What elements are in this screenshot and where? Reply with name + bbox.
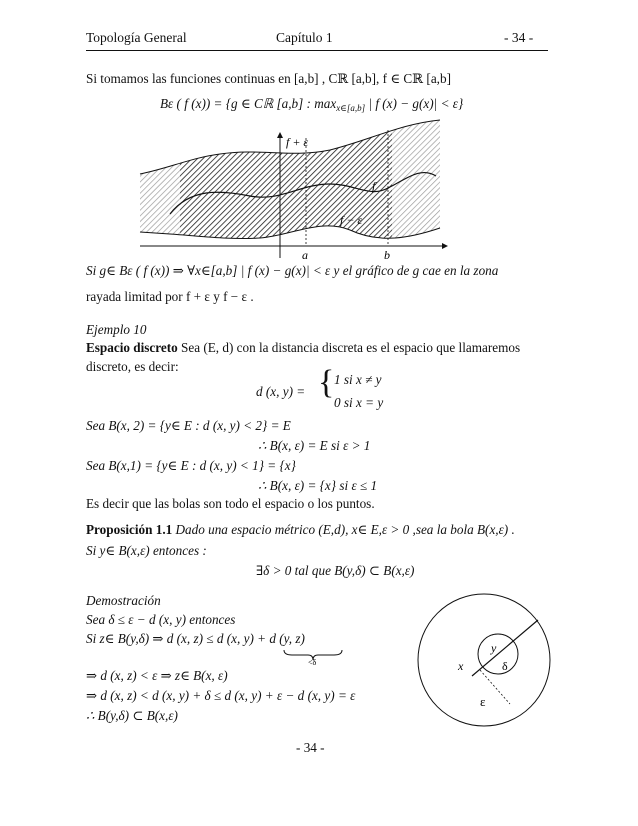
delta-label: δ [502, 659, 508, 673]
proposition-text: Dado una espacio métrico (E,d), x∈ E,ε > 0 ,sea la bola B(x,ε) . [175, 522, 515, 537]
header-chapter: Capítulo 1 [276, 30, 333, 45]
discrete-distance-lhs: d (x, y) = [256, 384, 306, 399]
case-one: 1 si x ≠ y [334, 372, 382, 387]
example-line1-rest: Sea (E, d) con la distancia discreta es el espacio que llamaremos [181, 340, 521, 355]
x-label: x [458, 659, 464, 673]
lower-label: f − ε [340, 213, 363, 227]
ball-radius-two: Sea B(x, 2) = {y∈ E : d (x, y) < 2} = E [86, 418, 291, 433]
example-heading-line [86, 340, 520, 356]
example-summary: Es decir que las bolas son todo el espacio o los puntos. [86, 496, 375, 511]
ball-inclusion-figure [414, 590, 554, 730]
proposition-line2: Si y∈ B(x,ε) entonces : [86, 543, 207, 558]
y-axis-arrow [277, 132, 283, 138]
ball-radius-one: Sea B(x,1) = {y∈ E : d (x, y) < 1} = {x} [86, 458, 296, 473]
ball-radius-two-conclusion: ∴ B(x, ε) = E si ε > 1 [258, 438, 371, 453]
proof-line5: ∴ B(y,δ) ⊂ B(x,ε) [86, 708, 178, 723]
tick-b-label: b [384, 248, 390, 260]
example-title: Ejemplo 10 [86, 322, 147, 337]
header-title: Topología General [86, 30, 187, 45]
y-label: y [491, 641, 497, 655]
header-rule [86, 50, 548, 51]
x-axis-arrow [442, 243, 448, 249]
proposition-line1 [86, 522, 515, 538]
header-page: - 34 - [504, 30, 534, 45]
ball-definition-lhs: Bε ( f (x)) = {g ∈ Cℝ [a,b] : max [160, 96, 337, 111]
proof-line4: ⇒ d (x, z) < d (x, y) + δ ≤ d (x, y) + ε − d (x, y) = ε [86, 688, 356, 703]
underbrace-note: <δ [308, 658, 317, 666]
cases-brace: { [318, 364, 335, 401]
proposition-statement: ∃δ > 0 tal que B(y,δ) ⊂ B(x,ε) [256, 563, 415, 578]
proposition-label: Proposición 1.1 [86, 522, 173, 537]
footer-page: - 34 - [296, 740, 325, 755]
proof-line2: Si z∈ B(y,δ) ⇒ d (x, z) ≤ d (x, y) + d (y, z) [86, 631, 305, 646]
eps-label: ε [480, 694, 486, 709]
example-line2: discreto, es decir: [86, 359, 179, 374]
upper-label: f + ε [286, 135, 309, 149]
after-figure-line2: rayada limitad por f + ε y f − ε . [86, 289, 254, 304]
intro-line: Si tomamos las funciones continuas en [a,b] , Cℝ [a,b], f ∈ Cℝ [a,b] [86, 71, 451, 86]
proof-line3: ⇒ d (x, z) < ε ⇒ z∈ B(x, ε) [86, 668, 228, 683]
after-figure-line1: Si g∈ Bε ( f (x)) ⇒ ∀x∈[a,b] | f (x) − g(x)| < ε y el gráfico de g cae en la zona [86, 263, 499, 278]
example-heading: Espacio discreto [86, 340, 178, 355]
ball-definition-rhs: | f (x) − g(x)| < ε} [368, 96, 464, 111]
epsilon-band-figure [130, 118, 450, 260]
proof-title: Demostración [86, 593, 161, 608]
ball-definition-sub: x∈[a,b] [336, 103, 366, 113]
proof-line1: Sea δ ≤ ε − d (x, y) entonces [86, 612, 236, 627]
curve-label: f [372, 179, 376, 193]
tick-a-label: a [302, 248, 308, 260]
ball-radius-one-conclusion: ∴ B(x, ε) = {x} si ε ≤ 1 [258, 478, 378, 493]
ball-definition [160, 96, 463, 114]
underbrace [282, 648, 344, 666]
case-two: 0 si x = y [334, 395, 384, 410]
